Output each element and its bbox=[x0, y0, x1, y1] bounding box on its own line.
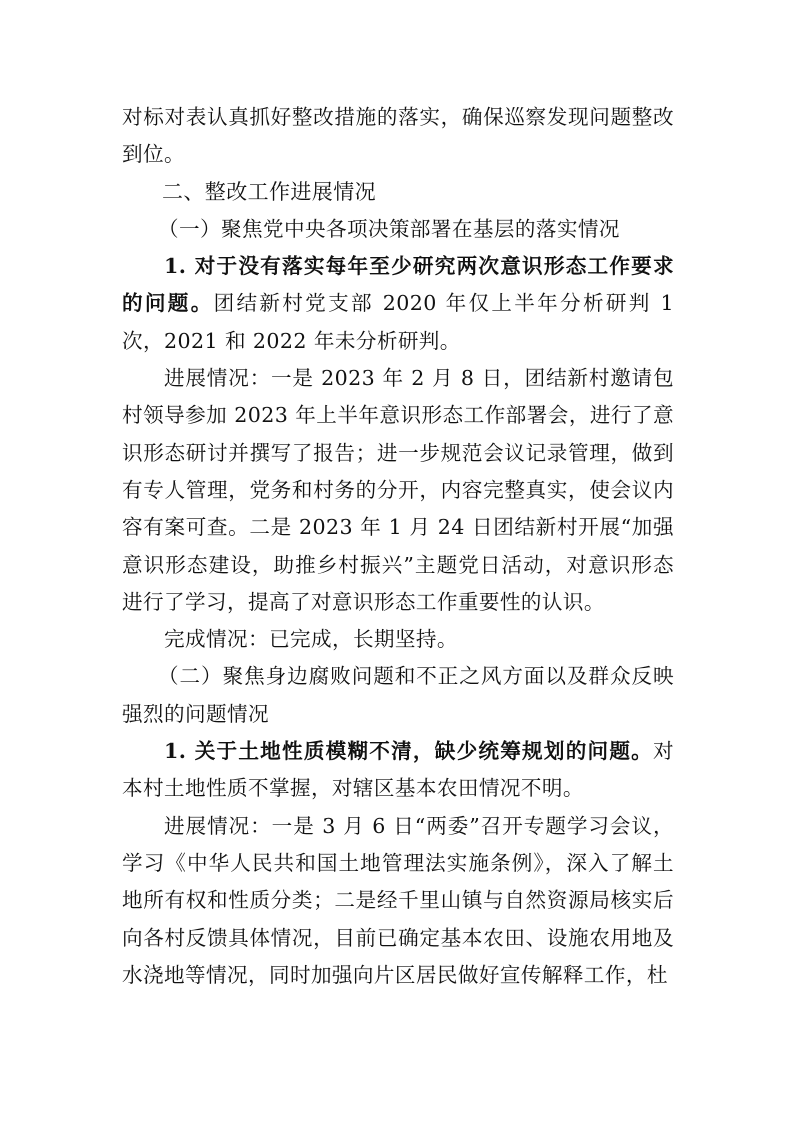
issue-text-2: 对本村土地性质不掌握，对辖区基本农田情况不明。 bbox=[122, 739, 674, 801]
issue-paragraph-1 bbox=[122, 248, 674, 360]
document-page bbox=[122, 99, 674, 994]
subsection-heading-2: （二）聚焦身边腐败问题和不正之风方面以及群众反映强烈的问题情况 bbox=[122, 664, 674, 726]
completion-paragraph-1: 完成情况：已完成，长期坚持。 bbox=[164, 627, 458, 652]
issue-text-1: 团结新村党支部 2020 年仅上半年分析研判 1 次，2021 和 2022 年未分析研判。 bbox=[122, 291, 674, 353]
progress-paragraph-2: 进展情况：一是 3 月 6 日“两委”召开专题学习会议，学习《中华人民共和国土地管理法实施条例》，深入了解土地所有权和性质分类；二是经千里山镇与自然资源局核实后向各村反馈具体情况，目前已确定基本农田、设施农用地及水浇地等情况，同时加强向片区居民做好宣传解释工作，杜 bbox=[122, 813, 674, 987]
subsection-heading-1: （一）聚焦党中央各项决策部署在基层的落实情况 bbox=[158, 216, 620, 241]
issue-paragraph-2 bbox=[122, 733, 674, 808]
issue-title-2: 1. 关于土地性质模糊不清，缺少统筹规划的问题。 bbox=[164, 739, 653, 764]
continuation-paragraph: 对标对表认真抓好整改措施的落实，确保巡察发现问题整改到位。 bbox=[122, 105, 674, 167]
section-heading: 二、整改工作进展情况 bbox=[162, 179, 376, 204]
progress-paragraph-1: 进展情况：一是 2023 年 2 月 8 日，团结新村邀请包村领导参加 2023 年上半年意识形态工作部署会，进行了意识形态研讨并撰写了报告；进一步规范会议记录管理，做到有专人管理，党务和村务的分开，内容完整真实，使会议内容有案可查。二是 2023 年 1 月 24 日团结新村开展“加强意识形态建设，助推乡村振兴”主题党日活动，对意识形态进行了学习，提高了对意识形态工作重要性的认识。 bbox=[122, 366, 674, 614]
issue-title-1: 1. 对于没有落实每年至少研究两次意识形态工作要求的问题。 bbox=[122, 254, 674, 316]
